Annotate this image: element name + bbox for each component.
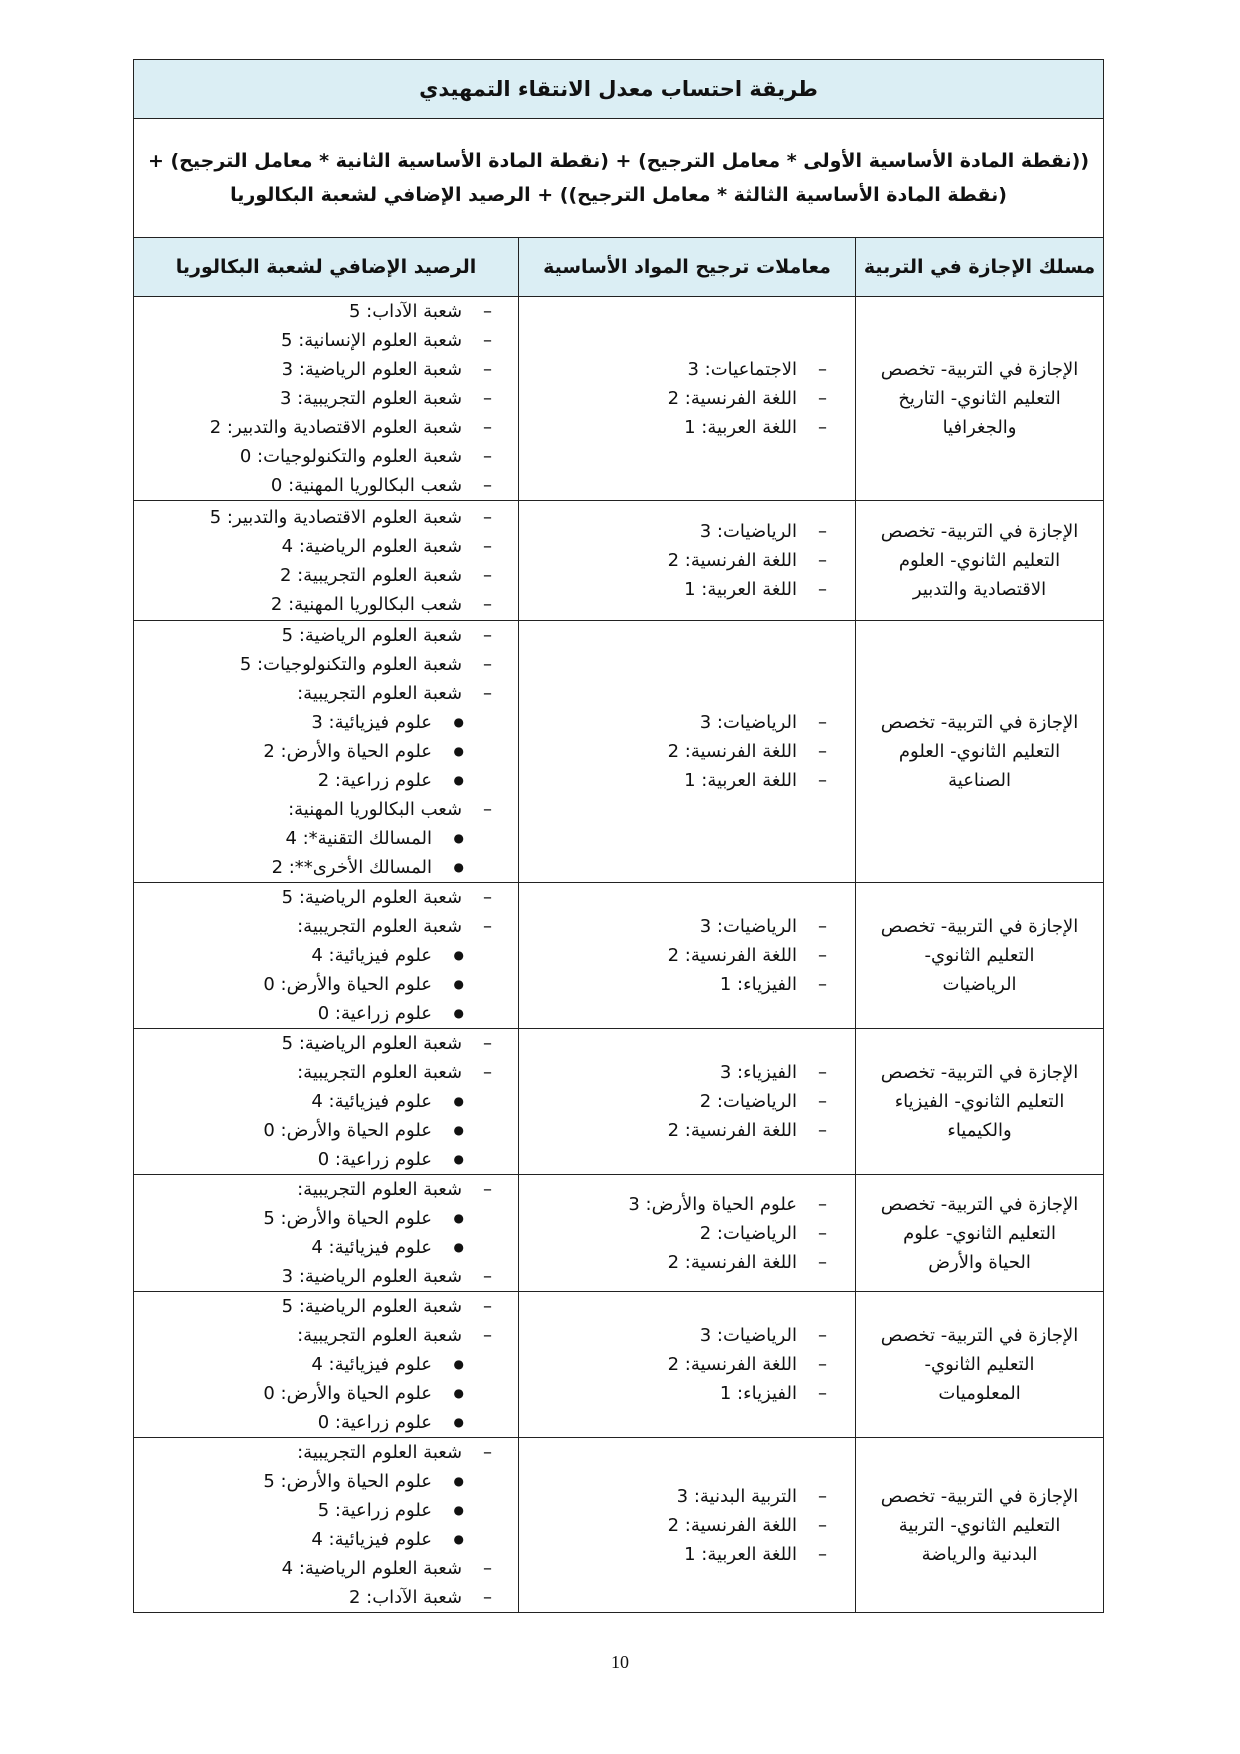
- coefficient-item: – الفيزياء: 1: [519, 1379, 827, 1408]
- selection-average-table: [133, 59, 1104, 1613]
- formula: [134, 119, 1104, 238]
- bonus-cell: [134, 883, 519, 1029]
- bonus-item: – شعبة العلوم التجريبية:: [134, 912, 492, 941]
- coefficients-list: [519, 708, 855, 795]
- coefficient-item: – علوم الحياة والأرض: 3: [519, 1190, 827, 1219]
- bonus-item: – شعبة العلوم الرياضية: 4: [134, 532, 492, 561]
- coefficient-item: – اللغة الفرنسية: 2: [519, 1511, 827, 1540]
- track-cell: [856, 621, 1104, 883]
- table-title: طريقة احتساب معدل الانتقاء التمهيدي: [134, 60, 1104, 119]
- track-line: التعليم الثانوي- العلوم: [898, 550, 1061, 571]
- track-line: التعليم الثانوي-: [924, 1354, 1035, 1375]
- coefficient-item: – الرياضيات: 3: [519, 912, 827, 941]
- table-row: [134, 501, 1104, 621]
- bonus-list: [134, 297, 518, 500]
- bonus-item: – شعبة العلوم الرياضية: 3: [134, 355, 492, 384]
- table-row: [134, 1175, 1104, 1292]
- bonus-subitem: ● علوم الحياة والأرض: 0: [134, 970, 492, 999]
- coefficients-list: [519, 1482, 855, 1569]
- formula-line-1: ((نقطة المادة الأساسية الأولى * معامل الترجيح) + (نقطة المادة الأساسية الثانية * معامل الترجيح) +: [147, 150, 1090, 172]
- coefficient-item: – الرياضيات: 2: [519, 1087, 827, 1116]
- table-row: [134, 1029, 1104, 1175]
- track-line: والجغرافيا: [942, 417, 1017, 438]
- coefficient-item: – الرياضيات: 3: [519, 517, 827, 546]
- bonus-list: [134, 1029, 518, 1174]
- coefficient-item: – اللغة الفرنسية: 2: [519, 1350, 827, 1379]
- bonus-subitem: ● علوم فيزيائية: 4: [134, 1233, 492, 1262]
- header-bonus: الرصيد الإضافي لشعبة البكالوريا: [134, 238, 519, 297]
- bonus-subitem: ● المسالك التقنية*: 4: [134, 824, 492, 853]
- bonus-cell: [134, 1175, 519, 1292]
- bonus-subitem: ● علوم زراعية: 2: [134, 766, 492, 795]
- track-line: التعليم الثانوي- الفيزياء: [894, 1091, 1065, 1112]
- bonus-subitem: ● علوم الحياة والأرض: 0: [134, 1379, 492, 1408]
- coefficients-cell: [519, 501, 856, 621]
- track-line: التعليم الثانوي-: [924, 945, 1035, 966]
- coefficient-item: – التربية البدنية: 3: [519, 1482, 827, 1511]
- bonus-subitem: ● علوم فيزيائية: 3: [134, 708, 492, 737]
- coefficient-item: – الفيزياء: 3: [519, 1058, 827, 1087]
- coefficients-cell: [519, 1438, 856, 1613]
- track-cell: [856, 1029, 1104, 1175]
- track-line: الحياة والأرض: [928, 1251, 1031, 1273]
- bonus-cell: [134, 1438, 519, 1613]
- track-line: والكيمياء: [947, 1120, 1012, 1141]
- track-line: التعليم الثانوي- العلوم: [898, 741, 1061, 762]
- table-row: [134, 297, 1104, 501]
- table-body: [134, 297, 1104, 1613]
- bonus-item: – شعبة العلوم والتكنولوجيات: 5: [134, 650, 492, 679]
- coefficients-list: [519, 1058, 855, 1145]
- track-cell: [856, 1175, 1104, 1292]
- track-line: الإجازة في التربية- تخصص: [880, 521, 1079, 542]
- bonus-item: – شعبة العلوم الإنسانية: 5: [134, 326, 492, 355]
- bonus-cell: [134, 501, 519, 621]
- track-line: الإجازة في التربية- تخصص: [880, 712, 1079, 733]
- table-row: [134, 1292, 1104, 1438]
- bonus-item: – شعبة العلوم الرياضية: 5: [134, 1292, 492, 1321]
- bonus-item: – شعبة العلوم التجريبية:: [134, 1438, 492, 1467]
- bonus-subitem: ● علوم زراعية: 5: [134, 1496, 492, 1525]
- coefficient-item: – اللغة الفرنسية: 2: [519, 384, 827, 413]
- header-coefficients: معاملات ترجيح المواد الأساسية: [519, 238, 856, 297]
- bonus-cell: [134, 621, 519, 883]
- track-cell: [856, 883, 1104, 1029]
- bonus-item: – شعبة العلوم الاقتصادية والتدبير: 5: [134, 503, 492, 532]
- table-row: [134, 621, 1104, 883]
- track-cell: [856, 501, 1104, 621]
- track-line: الإجازة في التربية- تخصص: [880, 1062, 1079, 1083]
- track-cell: [856, 1292, 1104, 1438]
- bonus-subitem: ● علوم الحياة والأرض: 5: [134, 1467, 492, 1496]
- bonus-cell: [134, 1029, 519, 1175]
- bonus-item: – شعبة العلوم التجريبية:: [134, 1058, 492, 1087]
- bonus-subitem: ● المسالك الأخرى**: 2: [134, 853, 492, 882]
- coefficients-cell: [519, 1292, 856, 1438]
- track-cell: [856, 297, 1104, 501]
- coefficient-item: – الفيزياء: 1: [519, 970, 827, 999]
- track-line: الإجازة في التربية- تخصص: [880, 1485, 1079, 1507]
- bonus-item: – شعبة العلوم التجريبية:: [134, 1321, 492, 1350]
- coefficients-cell: [519, 883, 856, 1029]
- bonus-item: – شعبة العلوم التجريبية:: [134, 679, 492, 708]
- coefficient-item: – اللغة العربية: 1: [519, 413, 827, 442]
- header-track: مسلك الإجازة في التربية: [856, 238, 1104, 297]
- track-line: التعليم الثانوي- علوم: [903, 1222, 1056, 1244]
- bonus-subitem: ● علوم زراعية: 0: [134, 1145, 492, 1174]
- track-line: التعليم الثانوي- التربية: [898, 1514, 1061, 1536]
- bonus-item: – شعبة العلوم التجريبية:: [134, 1175, 492, 1204]
- bonus-cell: [134, 297, 519, 501]
- track-line: الإجازة في التربية- تخصص: [880, 1325, 1079, 1346]
- track-line: الإجازة في التربية- تخصص: [880, 1193, 1079, 1215]
- bonus-subitem: ● علوم الحياة والأرض: 2: [134, 737, 492, 766]
- coefficient-item: – اللغة العربية: 1: [519, 766, 827, 795]
- track-line: الإجازة في التربية- تخصص: [880, 359, 1079, 380]
- coefficients-cell: [519, 1029, 856, 1175]
- coefficients-list: [519, 912, 855, 999]
- coefficient-item: – الرياضيات: 2: [519, 1219, 827, 1248]
- bonus-subitem: ● علوم الحياة والأرض: 0: [134, 1116, 492, 1145]
- track-line: البدنية والرياضة: [921, 1543, 1038, 1565]
- bonus-subitem: ● علوم فيزيائية: 4: [134, 1087, 492, 1116]
- formula-line-2: (نقطة المادة الأساسية الثالثة * معامل الترجيح)) + الرصيد الإضافي لشعبة البكالوريا: [230, 184, 1007, 206]
- coefficients-list: [519, 355, 855, 442]
- coefficient-item: – اللغة الفرنسية: 2: [519, 1248, 827, 1277]
- bonus-item: – شعب البكالوريا المهنية: 2: [134, 590, 492, 619]
- bonus-item: – شعبة العلوم التجريبية: 2: [134, 561, 492, 590]
- bonus-list: [134, 1292, 518, 1437]
- track-line: الصناعية: [948, 770, 1011, 791]
- bonus-item: – شعبة العلوم الاقتصادية والتدبير: 2: [134, 413, 492, 442]
- bonus-subitem: ● علوم زراعية: 0: [134, 1408, 492, 1437]
- bonus-item: – شعبة العلوم الرياضية: 4: [134, 1554, 492, 1583]
- page-number: 10: [611, 1652, 629, 1672]
- track-line: الإجازة في التربية- تخصص: [880, 916, 1079, 937]
- coefficients-list: [519, 517, 855, 604]
- coefficients-list: [519, 1190, 855, 1277]
- table-row: [134, 883, 1104, 1029]
- track-cell: [856, 1438, 1104, 1613]
- coefficient-item: – اللغة العربية: 1: [519, 1540, 827, 1569]
- coefficient-item: – اللغة الفرنسية: 2: [519, 546, 827, 575]
- coefficient-item: – الرياضيات: 3: [519, 708, 827, 737]
- coefficient-item: – اللغة الفرنسية: 2: [519, 737, 827, 766]
- bonus-item: – شعبة الآداب: 2: [134, 1583, 492, 1612]
- bonus-subitem: ● علوم الحياة والأرض: 5: [134, 1204, 492, 1233]
- bonus-item: – شعبة الآداب: 5: [134, 297, 492, 326]
- bonus-subitem: ● علوم زراعية: 0: [134, 999, 492, 1028]
- bonus-list: [134, 1438, 518, 1612]
- bonus-item: – شعبة العلوم والتكنولوجيات: 0: [134, 442, 492, 471]
- table-row: [134, 1438, 1104, 1613]
- bonus-item: – شعبة العلوم التجريبية: 3: [134, 384, 492, 413]
- track-line: المعلوميات: [938, 1383, 1021, 1404]
- coefficient-item: – الاجتماعيات: 3: [519, 355, 827, 384]
- bonus-subitem: ● علوم فيزيائية: 4: [134, 1350, 492, 1379]
- bonus-cell: [134, 1292, 519, 1438]
- coefficient-item: – اللغة الفرنسية: 2: [519, 941, 827, 970]
- coefficients-cell: [519, 297, 856, 501]
- track-line: الاقتصادية والتدبير: [912, 579, 1047, 600]
- bonus-item: – شعبة العلوم الرياضية: 5: [134, 1029, 492, 1058]
- bonus-item: – شعب البكالوريا المهنية: 0: [134, 471, 492, 500]
- bonus-list: [134, 621, 518, 882]
- coefficient-item: – اللغة العربية: 1: [519, 575, 827, 604]
- coefficients-list: [519, 1321, 855, 1408]
- bonus-item: – شعبة العلوم الرياضية: 5: [134, 621, 492, 650]
- coefficients-cell: [519, 1175, 856, 1292]
- bonus-item: – شعب البكالوريا المهنية:: [134, 795, 492, 824]
- bonus-list: [134, 883, 518, 1028]
- coefficient-item: – اللغة الفرنسية: 2: [519, 1116, 827, 1145]
- bonus-subitem: ● علوم فيزيائية: 4: [134, 941, 492, 970]
- track-line: التعليم الثانوي- التاريخ: [898, 388, 1061, 409]
- bonus-item: – شعبة العلوم الرياضية: 5: [134, 883, 492, 912]
- coefficients-cell: [519, 621, 856, 883]
- bonus-subitem: ● علوم فيزيائية: 4: [134, 1525, 492, 1554]
- bonus-list: [134, 503, 518, 619]
- track-line: الرياضيات: [942, 974, 1017, 995]
- bonus-item: – شعبة العلوم الرياضية: 3: [134, 1262, 492, 1291]
- coefficient-item: – الرياضيات: 3: [519, 1321, 827, 1350]
- bonus-list: [134, 1175, 518, 1291]
